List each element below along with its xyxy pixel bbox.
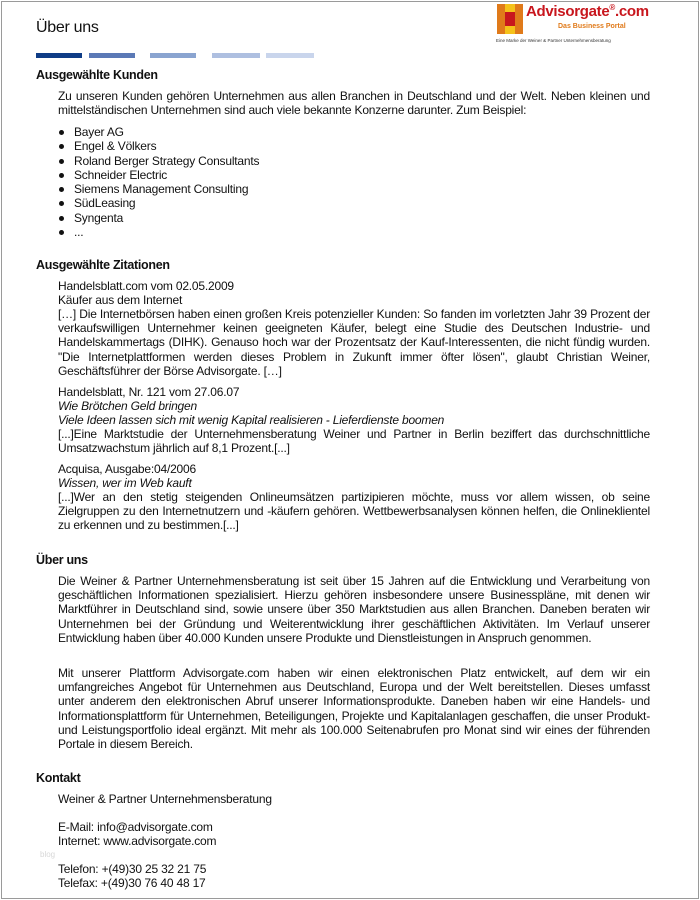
header-bar-3 [150,53,196,58]
list-item: SüdLeasing [58,196,259,210]
list-item: Engel & Völkers [58,139,259,153]
watermark: blog [40,850,56,859]
citation-2-source: Handelsblatt, Nr. 121 vom 27.06.07 [58,385,240,399]
advisorgate-logo [494,2,674,46]
kunden-list [58,125,259,239]
kontakt-email: E-Mail: info@advisorgate.com [58,820,213,834]
kontakt-phone: Telefon: +(49)30 25 32 21 75 [58,862,207,876]
header-bar-4 [212,53,260,58]
logo-subtitle: Das Business Portal [558,23,626,30]
ueber-paragraph-2: Mit unserer Plattform Advisorgate.com haben wir einen elektronischen Platz entwickelt, auf dem wir ein umfangreiches Angebot für Unternehmen aus Deutschland, Europa und der Welt bereitstellen. Dieses umfasst unter anderem den elektronischen Abruf unserer Informationsprodukte. Daneben haben wir eine Handels- und Informationsplattform für Unternehmen, Beteiligungen, Projekte und Kapitalanlagen geschaffen, die unser Produkt- und Leistungsportfolio ideal ergänzt. Mit mehr als 100.000 Seitenabrufen pro Monat sind wir eines der führenden Portale in diesem Bereich. [58,666,650,752]
citation-2-text: [...]Eine Marktstudie der Unternehmensberatung Weiner und Partner in Berlin beziffert das durchschnittliche Umsatzwachstum jährlich auf 8,1 Prozent.[...] [58,427,650,456]
citation-3-source: Acquisa, Ausgabe:04/2006 [58,462,196,476]
header-bar-5 [266,53,314,58]
list-item: Syngenta [58,211,259,225]
ueber-heading: Über uns [36,553,88,567]
citation-1-text: […] Die Internetbörsen haben einen großen Kreis potenzieller Kunden: So fanden im vorletzten Jahr 39 Prozent der verkaufswilligen Unternehmer keinen geeigneten Käufer, belegt eine Studie des Deutschen Industrie- und Handelskammertags (DIHK). Genauso hoch war der Prozentsatz der Kauf-Interessenten, die nicht fündig wurden. "Die Internetplattformen werden dieses Problem in Zukunft immer öfter lösen", glaubt Christian Weiner, Geschäftsführer der Börse Advisorgate. […] [58,307,650,378]
kontakt-company: Weiner & Partner Unternehmensberatung [58,792,272,806]
kontakt-heading: Kontakt [36,771,81,785]
kontakt-fax: Telefax: +(49)30 76 40 48 17 [58,876,206,890]
kunden-heading: Ausgewählte Kunden [36,68,158,82]
citation-3-text: [...]Wer an den stetig steigenden Onlineumsätzen partizipieren möchte, muss vor allem wissen, ob seine Zielgruppen zu den Internetnutzern und -käufern gehören. Wettbewerbsanalysen können helfen, die Onlineklientel zu erkennen und zu bestimmen.[...] [58,490,650,533]
logo-tagline: Eine Marke der Weiner & Partner Unternehmensberatung [496,38,611,43]
zitationen-heading: Ausgewählte Zitationen [36,258,170,272]
list-item: Schneider Electric [58,168,259,182]
header-bar-1 [36,53,82,58]
header-bar-2 [89,53,135,58]
logo-wordmark: Advisorgate®.com [526,3,649,20]
logo-emblem-icon [494,2,526,36]
citation-3-title: Wissen, wer im Web kauft [58,476,192,490]
ueber-paragraph-1: Die Weiner & Partner Unternehmensberatung ist seit über 15 Jahren auf die Entwicklung und Verarbeitung von geschäftlichen Informationen spezialisiert. Hierzu gehören insbesondere unsere Businesspläne, mit denen wir Marktführer in Deutschland sind, sowie unsere über 350 Marktstudien aus allen Branchen. Daneben beraten wir Unternehmen bei der Gründung und Weiterentwicklung ihrer geschäftlichen Aktivitäten. Im Verlauf unserer Entwicklung haben über 40.000 Kunden unsere Produkte und Dienstleistungen in Anspruch genommen. [58,574,650,645]
list-item: Roland Berger Strategy Consultants [58,154,259,168]
list-item: ... [58,225,259,239]
kontakt-internet: Internet: www.advisorgate.com [58,834,217,848]
page-title: Über uns [36,19,99,36]
citation-2-subtitle: Viele Ideen lassen sich mit wenig Kapital realisieren - Lieferdienste boomen [58,413,445,427]
citation-2-title: Wie Brötchen Geld bringen [58,399,197,413]
kunden-intro: Zu unseren Kunden gehören Unternehmen aus allen Branchen in Deutschland und der Welt. Neben kleinen und mittelständischen Unternehmen sind auch viele bekannte Konzerne darunter. Zum Beispiel: [58,89,650,118]
list-item: Siemens Management Consulting [58,182,259,196]
list-item: Bayer AG [58,125,259,139]
citation-1-source: Handelsblatt.com vom 02.05.2009 [58,279,234,293]
citation-1-title: Käufer aus dem Internet [58,293,183,307]
